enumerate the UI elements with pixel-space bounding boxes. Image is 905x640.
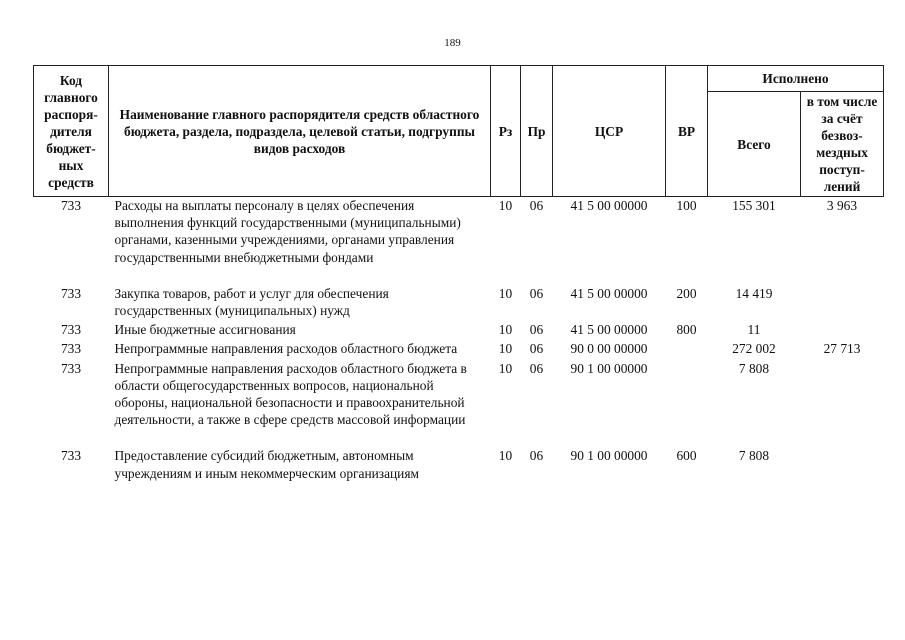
row-rz: 10 (498, 341, 513, 357)
row-pr: 06 (529, 448, 544, 464)
row-total: 14 419 (735, 285, 773, 301)
row-pr: 06 (529, 322, 544, 338)
row-code: 733 (60, 285, 82, 301)
row-csr: 41 5 00 00000 (570, 322, 648, 338)
row-gratuitous (801, 358, 884, 446)
row-name: Иные бюджетные ассигнования (114, 322, 296, 338)
row-code: 733 (60, 448, 82, 464)
row-gratuitous (801, 283, 884, 319)
header-name: Наименование главного распорядителя средств областного бюджета, раздела, подраздела, целевой статьи, подгруппы видов расходов (109, 66, 491, 197)
header-vr: ВР (666, 66, 708, 197)
row-total: 272 002 (732, 341, 776, 357)
row-vr: 100 (676, 198, 697, 213)
row-gratuitous: 3 963 (826, 198, 858, 213)
row-vr: 800 (676, 322, 697, 338)
table-row (34, 319, 884, 338)
header-executed: Исполнено (708, 66, 884, 92)
row-pr: 06 (529, 360, 544, 376)
row-csr: 41 5 00 00000 (570, 285, 648, 301)
row-gratuitous (801, 319, 884, 338)
page-number: 189 (444, 37, 461, 49)
budget-expenditure-table (33, 65, 884, 482)
row-csr: 90 0 00 00000 (570, 341, 648, 357)
table-row (34, 358, 884, 446)
header-csr: ЦСР (553, 66, 666, 197)
row-name: Расходы на выплаты персоналу в целях обеспечения выполнения функций государственными (муниципальными) органами, казенными учреждениями, органами управления государственными внебюджетными фондами (114, 198, 461, 265)
row-vr (666, 338, 708, 357)
table-row (34, 197, 884, 283)
row-pr: 06 (529, 198, 544, 213)
header-including-gratuitous: в том числе за счёт безвоз-мездных поступ-лений (801, 92, 884, 197)
row-code: 733 (60, 322, 82, 338)
table-row (34, 338, 884, 357)
row-csr: 41 5 00 00000 (570, 198, 648, 213)
row-vr (666, 358, 708, 446)
row-vr: 200 (676, 285, 697, 301)
row-rz: 10 (498, 322, 513, 338)
row-code: 733 (60, 198, 82, 213)
row-rz: 10 (498, 285, 513, 301)
row-name: Непрограммные направления расходов областного бюджета (114, 341, 458, 357)
row-name: Непрограммные направления расходов областного бюджета в области общегосударственных вопросов, национальной обороны, национальной безопасности и правоохранительной деятельности, а также в сфере средств массовой информации (114, 360, 467, 428)
header-rz: Рз (491, 66, 521, 197)
row-total: 7 808 (738, 448, 770, 464)
row-name: Закупка товаров, работ и услуг для обеспечения государственных (муниципальных) нужд (114, 285, 389, 319)
row-csr: 90 1 00 00000 (570, 448, 648, 464)
row-rz: 10 (498, 448, 513, 464)
row-pr: 06 (529, 341, 544, 357)
table-row (34, 445, 884, 481)
row-pr: 06 (529, 285, 544, 301)
table-body (34, 197, 884, 482)
header-code: Код главного распоря-дителя бюджет-ных средств (34, 66, 109, 197)
row-rz: 10 (498, 360, 513, 376)
row-rz: 10 (498, 198, 513, 213)
header-total: Всего (708, 92, 801, 197)
row-vr: 600 (676, 448, 697, 464)
row-code: 733 (60, 341, 82, 357)
row-name: Предоставление субсидий бюджетным, автономным учреждениям и иным некоммерческим организациям (114, 448, 419, 481)
row-total: 155 301 (732, 198, 776, 213)
table-row (34, 283, 884, 319)
row-gratuitous: 27 713 (823, 341, 861, 357)
row-total: 7 808 (738, 360, 770, 376)
row-gratuitous (801, 445, 884, 481)
table-header (34, 66, 884, 197)
row-code: 733 (60, 360, 82, 376)
row-total: 11 (747, 322, 761, 338)
header-pr: Пр (521, 66, 553, 197)
row-csr: 90 1 00 00000 (570, 360, 648, 376)
